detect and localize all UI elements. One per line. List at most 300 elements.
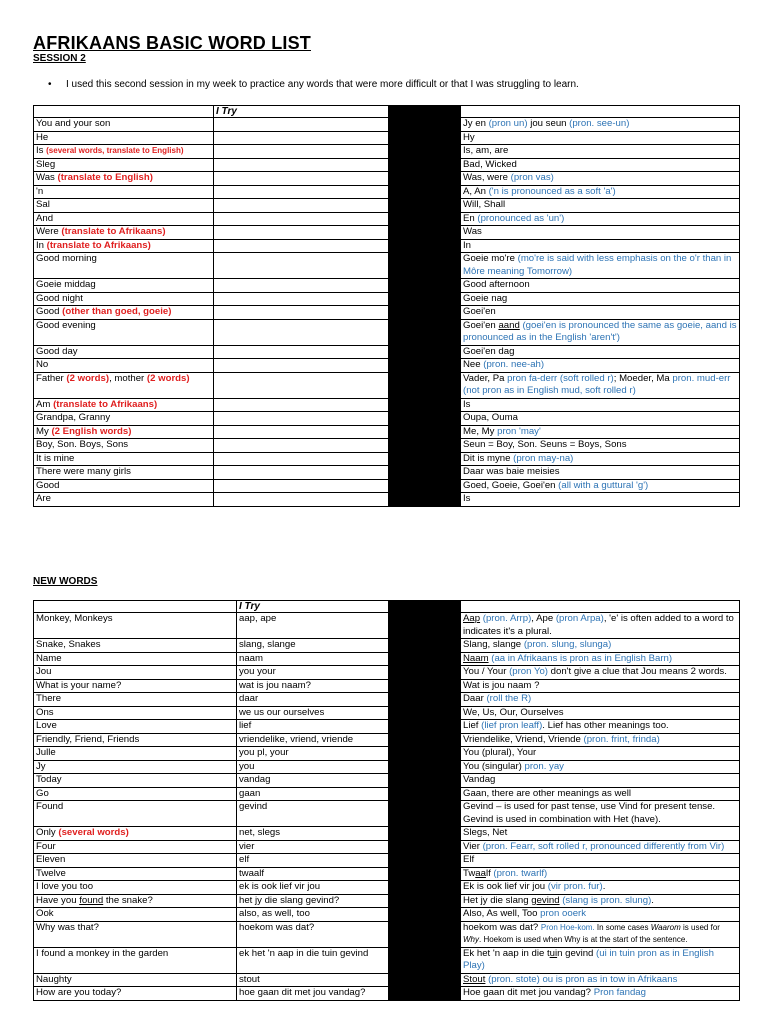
text-run: Good (36, 306, 63, 317)
try-cell (214, 319, 389, 345)
table-row (34, 372, 740, 398)
try-answer: we us our ourselves (239, 706, 325, 718)
try-cell (237, 867, 389, 881)
text-run: (translate to Afrikaans) (61, 226, 166, 237)
question-cell (34, 226, 214, 240)
text-run: Will, Shall (463, 199, 506, 210)
session-heading: SESSION 2 (33, 53, 86, 64)
text-run: (several words) (58, 827, 129, 838)
try-cell (214, 172, 389, 186)
question-cell (34, 706, 237, 720)
answer-cell (461, 479, 740, 493)
header-try: I Try (237, 601, 389, 613)
table-row (34, 774, 740, 788)
text-run: jou seun (527, 118, 570, 129)
question-cell (34, 987, 237, 1001)
try-cell (214, 279, 389, 293)
table-row (34, 666, 740, 680)
question-cell (34, 131, 214, 145)
answer-cover (389, 292, 461, 306)
table-row (34, 212, 740, 226)
try-cell (214, 199, 389, 213)
page-title: AFRIKAANS BASIC WORD LIST (33, 33, 311, 53)
text-run: Have you (36, 894, 80, 906)
try-answer: aap, ape (239, 613, 277, 624)
table-row (34, 493, 740, 507)
table-row (34, 226, 740, 240)
answer-cover (389, 131, 461, 145)
text-run: (pron Yo) (509, 666, 548, 677)
answer-cell (461, 867, 740, 881)
text-run: Was, were (463, 172, 511, 183)
question-cell (34, 666, 237, 680)
try-cell (237, 840, 389, 854)
bullet-text: I used this second session in my week to practice any words that were more difficult or that I was struggling to learn. (66, 79, 579, 90)
question-cell (34, 881, 237, 895)
text-run: Today (36, 774, 62, 785)
table-row (34, 679, 740, 693)
question-cell (34, 359, 214, 373)
answer-cover (389, 894, 461, 908)
table-row (34, 947, 740, 973)
text-run: Elf (463, 854, 475, 865)
question-cell (34, 947, 237, 973)
table-row (34, 693, 740, 707)
text-run: ui (549, 947, 558, 959)
answer-cell (461, 894, 740, 908)
text-run: Me, My (463, 425, 498, 437)
try-answer: hoekom was dat? (239, 921, 315, 933)
text-run: He (36, 131, 49, 143)
try-answer: vandag (239, 774, 271, 785)
table-row (34, 787, 740, 801)
text-run: Sleg (36, 158, 56, 170)
answer-cover (389, 118, 461, 132)
try-cell (237, 774, 389, 788)
question-cell (34, 279, 214, 293)
try-cell (237, 666, 389, 680)
text-run: Good afternoon (463, 279, 530, 290)
text-run: (2 English words) (51, 425, 132, 437)
table-row (34, 199, 740, 213)
try-cell (214, 239, 389, 253)
answer-cell (461, 412, 740, 426)
text-run: gevind (531, 894, 560, 906)
text-run: (2 words) (146, 372, 190, 384)
try-cell (214, 425, 389, 439)
table-row (34, 185, 740, 199)
text-run: I found a monkey in the garden (36, 947, 169, 959)
answer-cover (389, 158, 461, 172)
text-run: Oupa, Ouma (463, 412, 518, 423)
text-run: Gevind – is used for past tense, use Vind for present tense. Gevind is used in combination with Het (have). (463, 801, 716, 825)
try-answer: vriendelike, vriend, vriende (239, 733, 354, 745)
answer-cell (461, 118, 740, 132)
answer-cell (461, 439, 740, 453)
answer-cover (389, 827, 461, 841)
text-run: (pron. Fearr, soft rolled r, pronounced differently from Vir) (482, 840, 725, 852)
answer-cell (461, 881, 740, 895)
answer-cover (389, 398, 461, 412)
question-cell (34, 733, 237, 747)
text-run: Daar (463, 693, 487, 704)
try-cell (237, 908, 389, 922)
text-run: How are you today? (36, 987, 122, 998)
table-row (34, 253, 740, 279)
table-row (34, 840, 740, 854)
answer-cover (389, 881, 461, 895)
text-run: Love (36, 720, 57, 731)
answer-cell (461, 747, 740, 761)
answer-cell (461, 398, 740, 412)
answer-cover (389, 840, 461, 854)
text-run: Goeie middag (36, 279, 96, 290)
answer-cover (389, 706, 461, 720)
text-run: (pron. twarlf) (493, 867, 548, 879)
answer-cover (389, 452, 461, 466)
text-run: There (36, 693, 62, 704)
question-cell (34, 158, 214, 172)
table-header-row (34, 106, 740, 118)
text-run: Am (36, 398, 54, 410)
text-run: (pron. nee-ah) (483, 359, 545, 370)
text-run: (goei'en is pronounced the same as goeie, aand is pronounced as in the English 'aren't') (463, 319, 737, 343)
text-run: Het jy die slang (463, 894, 532, 906)
answer-cell (461, 908, 740, 922)
table-row (34, 425, 740, 439)
answer-cover (389, 639, 461, 653)
answer-cover (389, 854, 461, 868)
question-cell (34, 239, 214, 253)
text-run: . Hoekom is used when Why is at the start of the sentence. (479, 935, 688, 944)
question-cell (34, 840, 237, 854)
text-run: Are (36, 493, 51, 504)
header-question (34, 106, 214, 118)
text-run: . Lief has other meanings too. (542, 720, 669, 731)
text-run: Naam (463, 652, 489, 664)
text-run: Jy (36, 760, 46, 772)
text-run: (translate to English) (57, 172, 153, 183)
question-cell (34, 973, 237, 987)
text-run: Goed, Goeie, Goei'en (463, 479, 559, 491)
text-run: pron ooerk (540, 908, 587, 919)
answer-cover (389, 921, 461, 947)
try-cell (214, 131, 389, 145)
question-cell (34, 613, 237, 639)
answer-cell (461, 425, 740, 439)
new-words-heading: NEW WORDS (33, 576, 98, 587)
question-cell (34, 319, 214, 345)
question-cell (34, 412, 214, 426)
text-run: Name (36, 652, 62, 664)
text-run: Hy (463, 131, 475, 143)
text-run: Is (36, 145, 47, 156)
table-row (34, 359, 740, 373)
table-row (34, 720, 740, 734)
text-run: Monkey, Monkeys (36, 613, 113, 624)
question-cell (34, 145, 214, 159)
text-run: , mother (109, 372, 147, 384)
answer-cell (461, 827, 740, 841)
question-cell (34, 185, 214, 199)
try-cell (214, 493, 389, 507)
answer-cell (461, 359, 740, 373)
try-cell (214, 145, 389, 159)
answer-cover (389, 987, 461, 1001)
text-run: (pron. stote) ou is pron as in tow in Afrikaans (488, 973, 678, 985)
answer-cover (389, 199, 461, 213)
answer-cell (461, 679, 740, 693)
text-run: Vader, Pa (463, 372, 508, 384)
text-run: Tw (463, 867, 476, 879)
text-run: . (651, 894, 654, 906)
question-cell (34, 747, 237, 761)
answer-cover (389, 372, 461, 398)
text-run: Boy, Son. Boys, Sons (36, 439, 129, 450)
answer-cover (389, 947, 461, 973)
question-cell (34, 212, 214, 226)
text-run: Slegs, Net (463, 827, 508, 838)
table-row (34, 747, 740, 761)
text-run: Grandpa, Granny (36, 412, 111, 423)
text-run: Was (36, 172, 58, 183)
text-run: En (463, 212, 478, 224)
text-run: (aa in Afrikaans is pron as in English Barn) (491, 652, 673, 664)
text-run: Pron fandag (593, 987, 646, 998)
try-cell (237, 973, 389, 987)
text-run: n gevind (557, 947, 597, 959)
try-cell (237, 679, 389, 693)
answer-cell (461, 212, 740, 226)
text-run: Was (463, 226, 482, 237)
text-run: hoekom was dat? (463, 921, 541, 933)
table-row (34, 908, 740, 922)
text-run: (ui in tuin pron as in English Play) (463, 947, 714, 971)
try-cell (214, 398, 389, 412)
text-run: Aap (463, 613, 481, 624)
table-row (34, 733, 740, 747)
text-run: , 'e' is often added to a word to indicates it's a plural. (463, 613, 734, 637)
text-run: You (singular) (463, 760, 525, 772)
try-cell (214, 253, 389, 279)
question-cell (34, 774, 237, 788)
text-run: Ons (36, 706, 54, 718)
answer-cover (389, 652, 461, 666)
header-answer (461, 601, 740, 613)
text-run: (translate to Afrikaans) (53, 398, 158, 410)
try-cell (214, 158, 389, 172)
text-run: Naughty (36, 973, 72, 985)
answer-cover (389, 466, 461, 480)
text-run: (pron un) (488, 118, 528, 129)
text-run: Hoe gaan dit met jou vandag? (463, 987, 594, 998)
text-run: lf (485, 867, 494, 879)
text-run: (translate to Afrikaans) (46, 239, 151, 251)
answer-cover (389, 666, 461, 680)
text-run: Bad, Wicked (463, 158, 517, 170)
answer-cell (461, 199, 740, 213)
answer-cell (461, 253, 740, 279)
question-cell (34, 854, 237, 868)
question-cell (34, 894, 237, 908)
answer-cell (461, 666, 740, 680)
try-answer: gevind (239, 801, 268, 812)
table-row (34, 894, 740, 908)
text-run: Wat is jou naam ? (463, 679, 540, 691)
text-run: Julle (36, 747, 56, 758)
text-run: Good evening (36, 319, 96, 331)
answer-cell (461, 973, 740, 987)
text-run: Father (36, 372, 67, 384)
try-cell (237, 706, 389, 720)
try-cell (237, 760, 389, 774)
try-answer: twaalf (239, 867, 265, 879)
text-run: (pronounced as 'un') (477, 212, 565, 224)
try-cell (214, 118, 389, 132)
answer-cover (389, 774, 461, 788)
question-cell (34, 439, 214, 453)
text-run: the snake? (103, 894, 153, 906)
answer-cell (461, 292, 740, 306)
text-run: pron 'may' (497, 425, 541, 437)
answer-cell (461, 693, 740, 707)
answer-cover (389, 106, 461, 118)
try-answer: gaan (239, 787, 261, 799)
question-cell (34, 493, 214, 507)
table-row (34, 279, 740, 293)
try-answer: you pl, your (239, 747, 289, 758)
answer-cover (389, 747, 461, 761)
table-row (34, 706, 740, 720)
answer-cell (461, 706, 740, 720)
table-row (34, 239, 740, 253)
answer-cell (461, 185, 740, 199)
answer-cell (461, 921, 740, 947)
answer-cell (461, 131, 740, 145)
answer-cover (389, 801, 461, 827)
text-run: (pron Arpa) (555, 613, 604, 624)
text-run: There were many girls (36, 466, 131, 477)
try-cell (237, 827, 389, 841)
try-answer: elf (239, 854, 250, 865)
text-run: (pron. frint, frinda) (583, 733, 660, 745)
try-answer: slang, slange (239, 639, 296, 650)
question-cell (34, 801, 237, 827)
table-row (34, 145, 740, 159)
answer-cell (461, 306, 740, 320)
table-row (34, 158, 740, 172)
text-run: Good (36, 479, 60, 491)
text-run: Go (36, 787, 49, 799)
text-run: In (36, 239, 47, 251)
try-cell (237, 987, 389, 1001)
text-run: don't give a clue that Jou means 2 words. (548, 666, 727, 677)
question-cell (34, 787, 237, 801)
try-answer: ek het 'n aap in die tuin gevind (239, 947, 369, 959)
question-cell (34, 452, 214, 466)
try-answer: also, as well, too (239, 908, 310, 919)
text-run: pron fa-derr (soft rolled r) (507, 372, 614, 384)
try-answer: net, slegs (239, 827, 281, 838)
text-run: (other than goed, goeie) (62, 306, 172, 317)
table-row (34, 973, 740, 987)
try-cell (214, 439, 389, 453)
answer-cover (389, 679, 461, 693)
answer-cell (461, 613, 740, 639)
try-cell (214, 372, 389, 398)
answer-cell (461, 372, 740, 398)
try-cell (214, 479, 389, 493)
text-run: Snake, Snakes (36, 639, 101, 650)
try-answer: stout (239, 973, 260, 985)
text-run: Twelve (36, 867, 66, 879)
try-cell (214, 226, 389, 240)
answer-cover (389, 613, 461, 639)
answer-cell (461, 774, 740, 788)
text-run: My (36, 425, 52, 437)
text-run: aa (475, 867, 486, 879)
question-cell (34, 372, 214, 398)
answer-cover (389, 212, 461, 226)
text-run: (all with a guttural 'g') (558, 479, 649, 491)
table-row (34, 881, 740, 895)
answer-cell (461, 345, 740, 359)
text-run: (several words, translate to English) (46, 146, 184, 155)
table-row (34, 306, 740, 320)
answer-cover (389, 226, 461, 240)
bullet-icon: • (48, 79, 52, 90)
table-row (34, 466, 740, 480)
text-run: found (79, 894, 104, 906)
question-cell (34, 679, 237, 693)
table-row (34, 801, 740, 827)
table-row (34, 439, 740, 453)
answer-cover (389, 733, 461, 747)
answer-cover (389, 306, 461, 320)
text-run: Why was that? (36, 921, 99, 933)
text-run: Vandag (463, 774, 496, 785)
try-answer: hoe gaan dit met jou vandag? (239, 987, 366, 998)
table-row (34, 854, 740, 868)
text-run: Only (36, 827, 59, 838)
text-run: Is (463, 398, 471, 410)
answer-cell (461, 854, 740, 868)
text-run: Waarom (650, 922, 681, 932)
answer-cell (461, 279, 740, 293)
question-cell (34, 199, 214, 213)
text-run: Found (36, 801, 64, 812)
question-cell (34, 118, 214, 132)
text-run: Ook (36, 908, 54, 919)
question-cell (34, 479, 214, 493)
text-run: Goeie nag (463, 292, 508, 304)
answer-cell (461, 319, 740, 345)
text-run: I love you too (36, 881, 94, 892)
try-cell (237, 747, 389, 761)
try-cell (237, 652, 389, 666)
answer-cover (389, 425, 461, 439)
table-row (34, 412, 740, 426)
question-cell (34, 720, 237, 734)
text-run: Pron Hoe-kom. (540, 922, 595, 932)
word-table-session-2 (33, 105, 740, 507)
text-run: (pron vas) (510, 172, 554, 183)
answer-cover (389, 279, 461, 293)
text-run: Goei'en (463, 306, 496, 317)
header-try: I Try (214, 106, 389, 118)
try-answer: wat is jou naam? (239, 679, 311, 691)
text-run: (roll the R) (486, 693, 532, 704)
